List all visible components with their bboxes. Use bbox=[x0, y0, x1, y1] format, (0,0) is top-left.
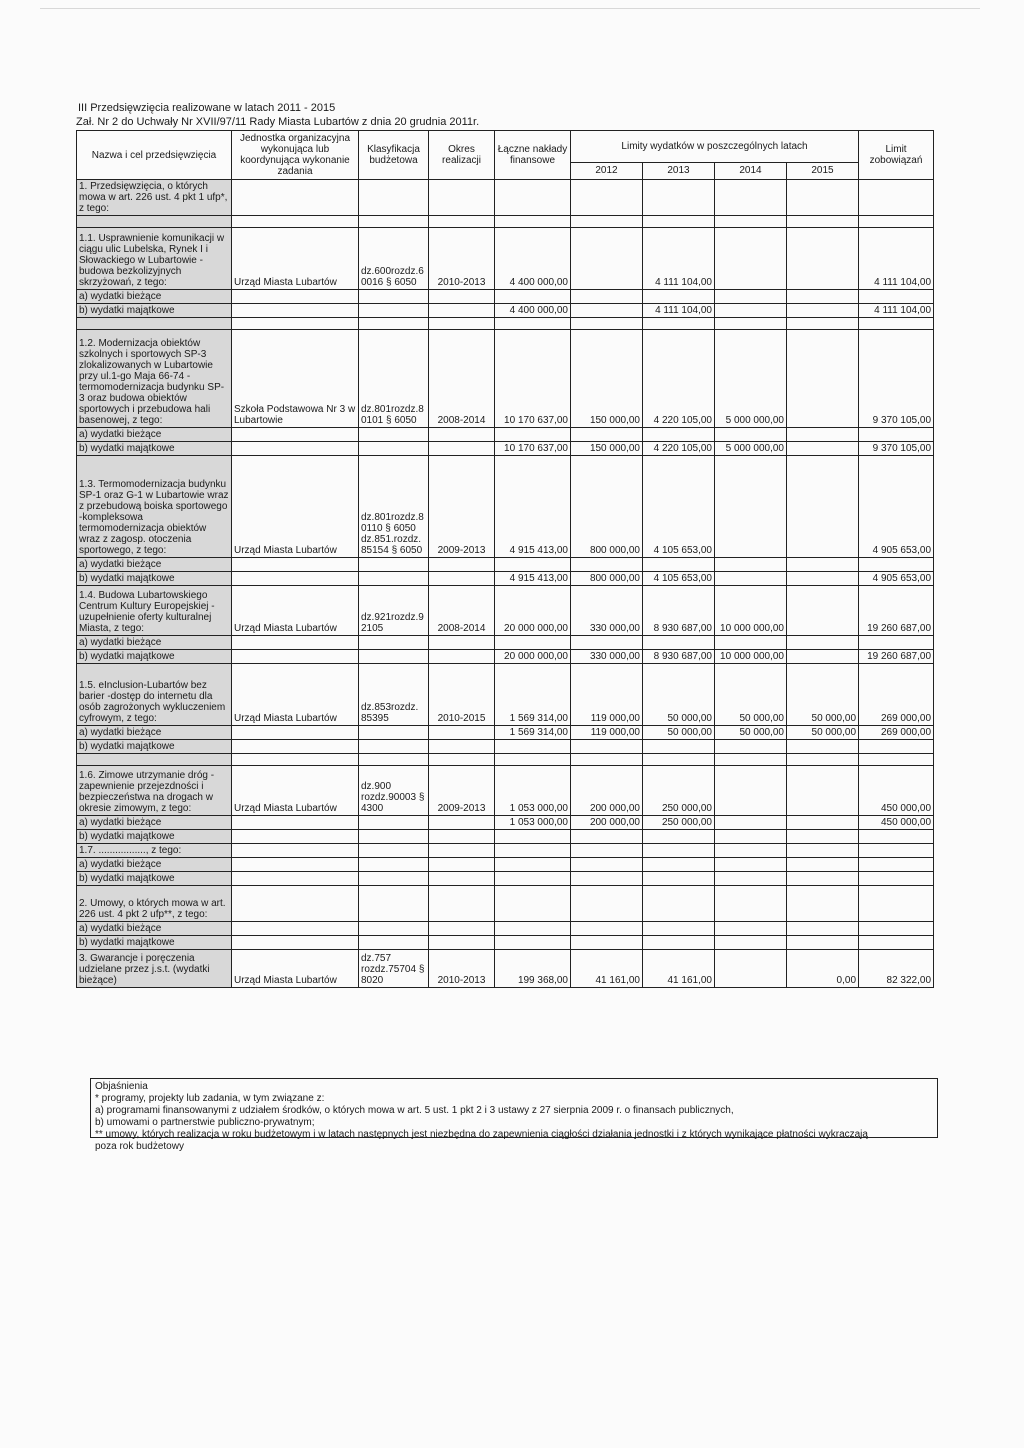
cell-classification: dz.853rozdz. 85395 bbox=[359, 664, 429, 726]
cell-classification: dz.921rozdz.9 2105 bbox=[359, 586, 429, 636]
table-row bbox=[77, 844, 934, 858]
cell-2015 bbox=[787, 330, 859, 428]
cell-total: 1 569 314,00 bbox=[495, 726, 571, 740]
col-header-classification: Klasyfikacja budżetowa bbox=[359, 131, 429, 180]
table-row bbox=[77, 304, 934, 318]
cell-classification: dz.801rozdz.8 0110 § 6050 dz.851.rozdz. 85154 § 6050 bbox=[359, 456, 429, 558]
row-label: b) wydatki majątkowe bbox=[77, 650, 232, 664]
page-title: III Przedsięwzięcia realizowane w latach 2011 - 2015 bbox=[78, 102, 336, 114]
cell-total: 10 170 637,00 bbox=[495, 330, 571, 428]
col-header-name: Nazwa i cel przedsięwzięcia bbox=[77, 131, 232, 180]
cell-period: 2009-2013 bbox=[429, 766, 495, 816]
cell-unit: Urząd Miasta Lubartów bbox=[232, 456, 359, 558]
cell-commitments: 269 000,00 bbox=[859, 726, 934, 740]
table-row bbox=[77, 766, 934, 816]
col-header-2012: 2012 bbox=[571, 162, 643, 179]
cell-2013: 250 000,00 bbox=[643, 766, 715, 816]
row-label: a) wydatki bieżące bbox=[77, 636, 232, 650]
cell-commitments: 4 905 653,00 bbox=[859, 572, 934, 586]
cell-commitments: 9 370 105,00 bbox=[859, 442, 934, 456]
notes-line: b) umowami o partnerstwie publiczno-prywatnym; bbox=[95, 1117, 315, 1128]
row-label: a) wydatki bieżące bbox=[77, 816, 232, 830]
notes-line: a) programami finansowanymi z udziałem środków, o których mowa w art. 5 ust. 1 pkt 2 i 3 ustawy z 27 sierpnia 2009 r. o finansach publicznych, bbox=[95, 1105, 734, 1116]
cell-2012: 150 000,00 bbox=[571, 442, 643, 456]
cell-period: 2010-2013 bbox=[429, 950, 495, 988]
cell-classification: dz.757 rozdz.75704 § 8020 bbox=[359, 950, 429, 988]
row-label: b) wydatki majątkowe bbox=[77, 830, 232, 844]
table-row bbox=[77, 456, 934, 558]
cell-2013: 4 220 105,00 bbox=[643, 442, 715, 456]
cell-period: 2010-2013 bbox=[429, 228, 495, 290]
cell-unit: Urząd Miasta Lubartów bbox=[232, 664, 359, 726]
row-label: 2. Umowy, o których mowa w art. 226 ust. 4 pkt 2 ufp**, z tego: bbox=[77, 886, 232, 922]
table-row bbox=[77, 442, 934, 456]
table-row bbox=[77, 922, 934, 936]
cell-total: 1 053 000,00 bbox=[495, 816, 571, 830]
cell-unit: Urząd Miasta Lubartów bbox=[232, 950, 359, 988]
row-label: a) wydatki bieżące bbox=[77, 858, 232, 872]
cell-period: 2008-2014 bbox=[429, 330, 495, 428]
row-label: 1.3. Termomodernizacja budynku SP-1 oraz G-1 w Lubartowie wraz z przebudową boiska sportowego -kompleksowa termomodernizacja obiektów wraz z zagosp. otoczenia sportowego, z tego: bbox=[77, 456, 232, 558]
cell-commitments: 4 905 653,00 bbox=[859, 456, 934, 558]
table-row bbox=[77, 830, 934, 844]
row-label: b) wydatki majątkowe bbox=[77, 740, 232, 754]
table-header-row bbox=[77, 131, 934, 163]
cell-2012: 119 000,00 bbox=[571, 726, 643, 740]
cell-2015 bbox=[787, 228, 859, 290]
row-label: b) wydatki majątkowe bbox=[77, 572, 232, 586]
cell-total: 1 053 000,00 bbox=[495, 766, 571, 816]
cell-2013: 8 930 687,00 bbox=[643, 650, 715, 664]
notes-title: Objaśnienia bbox=[95, 1081, 148, 1092]
cell-unit: Szkoła Podstawowa Nr 3 w Lubartowie bbox=[232, 330, 359, 428]
row-label: 1.6. Zimowe utrzymanie dróg - zapewnienie przejezdności i bezpieczeństwa na drogach w okresie zimowym, z tego: bbox=[77, 766, 232, 816]
cell-2012: 41 161,00 bbox=[571, 950, 643, 988]
table-row bbox=[77, 636, 934, 650]
cell-total: 10 170 637,00 bbox=[495, 442, 571, 456]
cell-total: 20 000 000,00 bbox=[495, 650, 571, 664]
cell-commitments: 4 111 104,00 bbox=[859, 228, 934, 290]
cell-total: 4 915 413,00 bbox=[495, 572, 571, 586]
cell-2014 bbox=[715, 766, 787, 816]
col-header-2013: 2013 bbox=[643, 162, 715, 179]
cell-2013: 4 220 105,00 bbox=[643, 330, 715, 428]
cell-commitments: 19 260 687,00 bbox=[859, 586, 934, 636]
cell-2013: 250 000,00 bbox=[643, 816, 715, 830]
notes-line: poza rok budżetowy bbox=[95, 1141, 184, 1152]
cell-unit: Urząd Miasta Lubartów bbox=[232, 228, 359, 290]
investment-table bbox=[76, 130, 934, 988]
cell-2012: 200 000,00 bbox=[571, 766, 643, 816]
col-header-2014: 2014 bbox=[715, 162, 787, 179]
row-label: b) wydatki majątkowe bbox=[77, 304, 232, 318]
cell-2012: 800 000,00 bbox=[571, 572, 643, 586]
table-row bbox=[77, 664, 934, 726]
cell-2014: 10 000 000,00 bbox=[715, 650, 787, 664]
col-header-commitments: Limit zobowiązań bbox=[859, 131, 934, 180]
cell-2012: 200 000,00 bbox=[571, 816, 643, 830]
cell-total: 4 400 000,00 bbox=[495, 228, 571, 290]
table-row bbox=[77, 290, 934, 304]
table-row bbox=[77, 428, 934, 442]
row-label: 1. Przedsięwzięcia, o których mowa w art. 226 ust. 4 pkt 1 ufp*, z tego: bbox=[77, 180, 232, 216]
cell-commitments: 269 000,00 bbox=[859, 664, 934, 726]
cell-total: 4 400 000,00 bbox=[495, 304, 571, 318]
row-label: 1.7. ................., z tego: bbox=[77, 844, 232, 858]
cell-2013: 4 105 653,00 bbox=[643, 456, 715, 558]
cell-2014: 50 000,00 bbox=[715, 726, 787, 740]
cell-total: 4 915 413,00 bbox=[495, 456, 571, 558]
col-header-2015: 2015 bbox=[787, 162, 859, 179]
explanations-box bbox=[90, 1078, 938, 1152]
cell-total: 20 000 000,00 bbox=[495, 586, 571, 636]
table-row bbox=[77, 816, 934, 830]
table-row bbox=[77, 228, 934, 290]
row-label: b) wydatki majątkowe bbox=[77, 442, 232, 456]
cell-2015: 0,00 bbox=[787, 950, 859, 988]
col-header-total: Łączne nakłady finansowe bbox=[495, 131, 571, 180]
page-subtitle: Zał. Nr 2 do Uchwały Nr XVII/97/11 Rady Miasta Lubartów z dnia 20 grudnia 2011r. bbox=[76, 116, 480, 128]
cell-2015 bbox=[787, 766, 859, 816]
table-row bbox=[77, 726, 934, 740]
row-label: 1.5. eInclusion-Lubartów bez barier -dostęp do internetu dla osób zagrożonych wykluczeniem cyfrowym, z tego: bbox=[77, 664, 232, 726]
cell-period: 2008-2014 bbox=[429, 586, 495, 636]
cell-2012: 330 000,00 bbox=[571, 586, 643, 636]
cell-period: 2010-2015 bbox=[429, 664, 495, 726]
cell-commitments: 9 370 105,00 bbox=[859, 330, 934, 428]
cell-2014: 5 000 000,00 bbox=[715, 442, 787, 456]
cell-2014 bbox=[715, 456, 787, 558]
table-row bbox=[77, 740, 934, 754]
row-label: b) wydatki majątkowe bbox=[77, 872, 232, 886]
row-label: 1.1. Usprawnienie komunikacji w ciągu ulic Lubelska, Rynek I i Słowackiego w Lubartowie - budowa bezkolizyjnych skrzyżowań, z tego: bbox=[77, 228, 232, 290]
row-label: a) wydatki bieżące bbox=[77, 726, 232, 740]
col-header-period: Okres realizacji bbox=[429, 131, 495, 180]
table-row bbox=[77, 858, 934, 872]
cell-unit: Urząd Miasta Lubartów bbox=[232, 766, 359, 816]
table-row bbox=[77, 180, 934, 216]
cell-commitments: 19 260 687,00 bbox=[859, 650, 934, 664]
cell-2012: 150 000,00 bbox=[571, 330, 643, 428]
spacer-row bbox=[77, 216, 934, 228]
cell-2012: 119 000,00 bbox=[571, 664, 643, 726]
cell-2015: 50 000,00 bbox=[787, 664, 859, 726]
cell-2014: 10 000 000,00 bbox=[715, 586, 787, 636]
cell-2013: 8 930 687,00 bbox=[643, 586, 715, 636]
cell-total: 199 368,00 bbox=[495, 950, 571, 988]
cell-unit: Urząd Miasta Lubartów bbox=[232, 586, 359, 636]
row-label: 1.2. Modernizacja obiektów szkolnych i sportowych SP-3 zlokalizowanych w Lubartowie przy ul.1-go Maja 66-74 - termomodernizacja budynku SP-3 oraz budowa obiektów sportowych i przebudowa hali basenowej, z tego: bbox=[77, 330, 232, 428]
notes-line: * programy, projekty lub zadania, w tym związane z: bbox=[95, 1093, 325, 1104]
row-label: a) wydatki bieżące bbox=[77, 428, 232, 442]
cell-classification: dz.801rozdz.8 0101 § 6050 bbox=[359, 330, 429, 428]
row-label: a) wydatki bieżące bbox=[77, 922, 232, 936]
row-label: b) wydatki majątkowe bbox=[77, 936, 232, 950]
cell-2014 bbox=[715, 950, 787, 988]
table-row bbox=[77, 650, 934, 664]
table-row bbox=[77, 572, 934, 586]
cell-2013: 4 111 104,00 bbox=[643, 228, 715, 290]
cell-2012: 800 000,00 bbox=[571, 456, 643, 558]
cell-total: 1 569 314,00 bbox=[495, 664, 571, 726]
cell-2013: 50 000,00 bbox=[643, 664, 715, 726]
cell-2015: 50 000,00 bbox=[787, 726, 859, 740]
cell-2013: 4 111 104,00 bbox=[643, 304, 715, 318]
cell-classification: dz.600rozdz.6 0016 § 6050 bbox=[359, 228, 429, 290]
row-label: a) wydatki bieżące bbox=[77, 290, 232, 304]
cell-commitments: 450 000,00 bbox=[859, 816, 934, 830]
col-header-limits: Limity wydatków w poszczególnych latach bbox=[571, 131, 859, 163]
spacer-row bbox=[77, 754, 934, 766]
notes-line: ** umowy, których realizacja w roku budżetowym i w latach następnych jest niezbędna do zapewnienia ciągłości działania jednostki i z których wynikające płatności wykraczają bbox=[95, 1129, 868, 1140]
row-label: 1.4. Budowa Lubartowskiego Centrum Kultury Europejskiej - uzupełnienie oferty kulturalnej Miasta, z tego: bbox=[77, 586, 232, 636]
spacer-row bbox=[77, 318, 934, 330]
cell-period: 2009-2013 bbox=[429, 456, 495, 558]
cell-2013: 4 105 653,00 bbox=[643, 572, 715, 586]
scan-edge-line bbox=[40, 8, 980, 9]
table-row bbox=[77, 950, 934, 988]
cell-2012 bbox=[571, 228, 643, 290]
table-row bbox=[77, 886, 934, 922]
table-row bbox=[77, 872, 934, 886]
cell-2012: 330 000,00 bbox=[571, 650, 643, 664]
row-label: 3. Gwarancje i poręczenia udzielane przez j.s.t. (wydatki bieżące) bbox=[77, 950, 232, 988]
table-row bbox=[77, 936, 934, 950]
cell-2014: 50 000,00 bbox=[715, 664, 787, 726]
cell-commitments: 4 111 104,00 bbox=[859, 304, 934, 318]
cell-classification: dz.900 rozdz.90003 § 4300 bbox=[359, 766, 429, 816]
cell-2014 bbox=[715, 228, 787, 290]
table-row bbox=[77, 558, 934, 572]
cell-2015 bbox=[787, 456, 859, 558]
table-row bbox=[77, 586, 934, 636]
cell-commitments: 82 322,00 bbox=[859, 950, 934, 988]
cell-2013: 50 000,00 bbox=[643, 726, 715, 740]
cell-commitments: 450 000,00 bbox=[859, 766, 934, 816]
cell-2014: 5 000 000,00 bbox=[715, 330, 787, 428]
col-header-unit: Jednostka organizacyjna wykonująca lub koordynująca wykonanie zadania bbox=[232, 131, 359, 180]
cell-2015 bbox=[787, 586, 859, 636]
row-label: a) wydatki bieżące bbox=[77, 558, 232, 572]
cell-2013: 41 161,00 bbox=[643, 950, 715, 988]
table-row bbox=[77, 330, 934, 428]
